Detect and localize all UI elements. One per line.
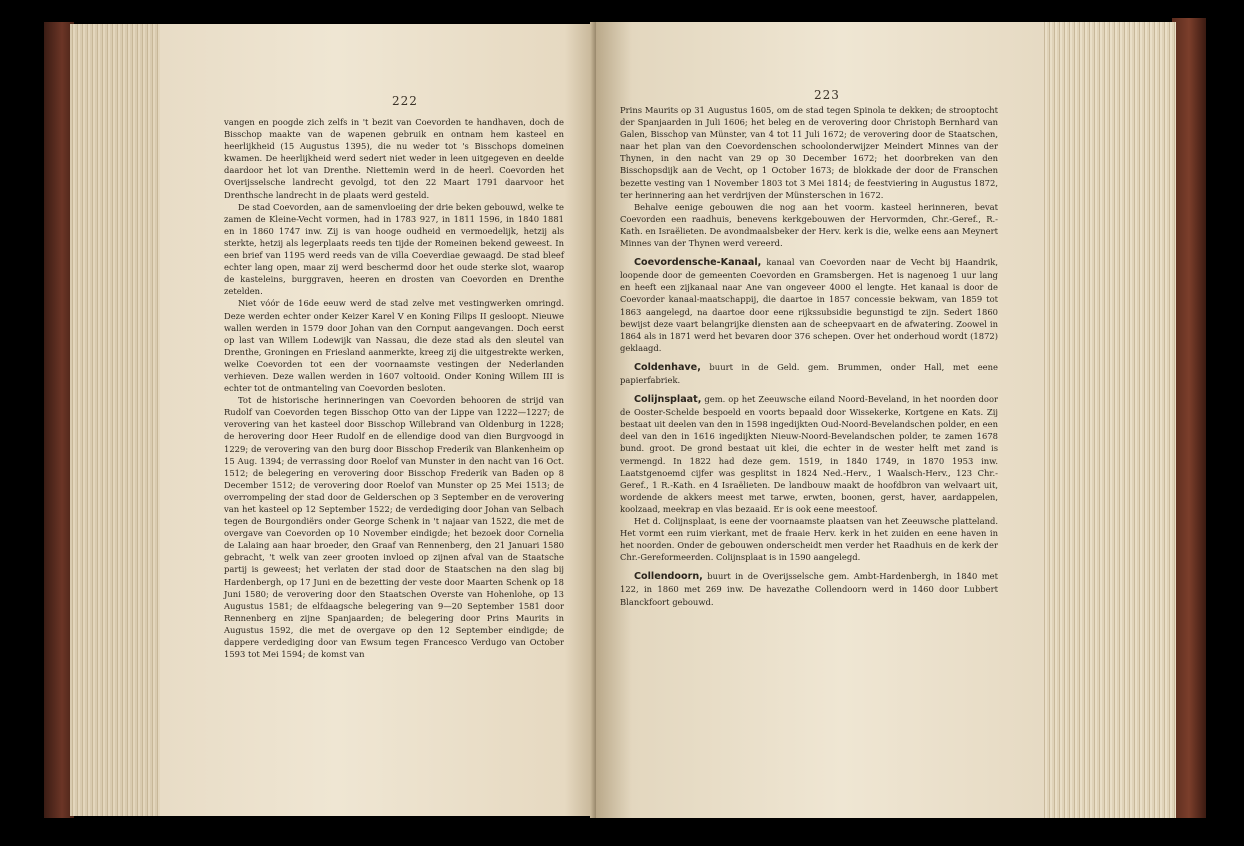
paragraph: Prins Maurits op 31 Augustus 1605, om de stad tegen Spinola te dekken; de strooptocht der Spanjaarden in Juli 1606; het beleg en de verovering door Christoph Bernhard van Galen, Bisschop van Münster, van 4 tot 11 Juli 1672; de verovering door de Staatschen, naar het plan van den Coevordenschen schoolonderwijzer Meindert Minnes van der Thynen, in den nacht van 29 op 30 December 1672; het doorbreken van den Bisschopsdijk aan de Vecht, op 1 October 1673; de blokkade der door de Franschen bezette vesting van 1 November 1803 tot 3 Mei 1814; de feestviering in Augustus 1872, ter herinnering aan het verdrijven der Münsterschen in 1672. [620, 105, 998, 200]
right-page [596, 22, 1044, 818]
dictionary-entry [620, 361, 998, 386]
entry-text: kanaal van Coevorden naar de Vecht bij Haandrik, loopende door de gemeenten Coevorden en Gramsbergen. Het is nagenoeg 1 uur lang en heeft een zijkanaal naar Ane van ongeveer 4000 el lengte. Het kanaal is door de Coevorder kanaal-maatschappij, die daartoe in 1857 concessie bekwam, van 1859 tot 1863 aangelegd, na daartoe door eene rijkssubsidie begunstigd te zijn. Sedert 1860 bewijst deze vaart belangrijke diensten aan de scheepvaart en de afwatering. Zoowel in 1864 als in 1871 werd het bevaren door 376 schepen. Over het onderhoud wordt (1872) geklaagd. [620, 257, 998, 353]
entry-keyword: Coevordensche-Kanaal, [634, 257, 762, 269]
entry-text: Het d. Colijnsplaat, is eene der voornaamste plaatsen van het Zeeuwsche platteland. Het vormt een ruim vierkant, met de fraaie Herv. kerk in het zuiden en eene haven in het noorden. Onder de gebouwen onderscheidt men verder het Raadhuis en de kerk der Chr.-Gereformeerden. Colijnsplaat is in 1590 aangelegd. [620, 516, 998, 563]
dictionary-entry [620, 570, 998, 607]
paragraph: vangen en poogde zich zelfs in 't bezit van Coevorden te handhaven, doch de Bisschop maakte van de wapenen gebruik en ontnam hem kasteel en heerlijkheid (15 Augustus 1395), die nu weder tot 's Bisschops domeinen kwamen. De heerlijkheid werd sedert niet weder in leen uitgegeven en deelde daardoor het lot van Drenthe. Niettemin werd in de heerl. Coevorden het Overijsselsche landrecht gevolgd, tot den 22 Maart 1791 daarvoor het Drenthsche landrecht in de plaats werd gesteld. [224, 117, 564, 200]
page-edges-right [1042, 22, 1176, 818]
entry-keyword: Collendoorn, [634, 571, 703, 583]
entry-keyword: Colijnsplaat, [634, 394, 702, 406]
page-number: 222 [392, 94, 418, 108]
paragraph: Behalve eenige gebouwen die nog aan het voorm. kasteel herinneren, bevat Coevorden een raadhuis, benevens kerkgebouwen der Hervormden, Chr.-Geref., R.-Kath. en Israëlieten. De avondmaalsbeker der Herv. kerk is die, welke eens aan Meynert Minnes van der Thynen werd vereerd. [620, 201, 998, 249]
entry-text: buurt in de Geld. gem. Brummen, onder Hall, met eene papierfabriek. [620, 361, 998, 385]
paragraph: Niet vóór de 16de eeuw werd de stad zelve met vestingwerken omringd. Deze werden echter onder Keizer Karel V en Koning Filips II gesloopt. Nieuwe wallen werden in 1579 door Johan van den Cornput aangevangen. Doch eerst op last van Willem Lodewijk van Nassau, die deze stad als den sleutel van Drenthe, Groningen en Friesland aanmerkte, kreeg zij die uitgestrekte werken, welke Coevorden tot een der voornaamste vestingen der Nederlanden verhieven. Deze wallen werden in 1607 voltooid. Onder Koning Willem III is echter tot de ontmanteling van Coevorden besloten. [224, 298, 564, 394]
entry-keyword: Coldenhave, [634, 361, 701, 373]
page-edges-left [70, 24, 162, 816]
paragraph: Tot de historische herinneringen van Coevorden behooren de strijd van Rudolf van Coevorden tegen Bisschop Otto van der Lippe van 1222—1227; de verovering van het kasteel door Bisschop Willebrand van Oldenburg in 1228; de herovering door Heer Rudolf en de ellendige dood van dien Burgvoogd in 1229; de verovering van den burg door Bisschop Frederik van Blankenheim op 15 Aug. 1394; de verrassing door Roelof van Munster in den nacht van 16 Oct. 1512; de belegering en verovering door Bisschop Frederik van Baden op 8 December 1512; de verovering door Roelof van Munster op 25 Mei 1513; de overrompeling der stad door de Gelderschen op 3 September en de verovering van het kasteel op 12 September 1522; de verdediging door Johan van Selbach tegen de Bourgondiërs onder George Schenk in 't najaar van 1522, die met de overgave van Coevorden op 10 November eindigde; het bezoek door Cornelia de Lalaing aan haar broeder, den Graaf van Rennenberg, den 21 Januari 1580 gebracht, 't welk van zeer grooten invloed op zijnen afval van de Staatsche partij is geweest; het verlaten der stad door de Staatschen na den slag bij Hardenbergh, op 17 Juni en de bezetting der veste door Maarten Schenk op 18 Juni 1580; de verovering door den Staatschen Overste van Hohenlohe, op 13 Augustus 1581; de elfdaagsche belegering van 9—20 September 1581 door Rennenberg en zijne Spanjaarden; de belegering door Prins Maurits in Augustus 1592, die met de overgave op den 12 September eindigde; de dappere verdediging door van Ewsum tegen Francesco Verdugo van October 1593 tot Mei 1594; de komst van [224, 395, 564, 660]
paragraph: De stad Coevorden, aan de samenvloeiing der drie beken gebouwd, welke te zamen de Kleine-Vecht vormen, had in 1783 927, in 1811 1596, in 1840 1881 en in 1860 1747 inw. Zij is van hooge oudheid en vermoedelijk, hetzij als sterkte, hetzij als legerplaats reeds ten tijde der Romeinen bekend geweest. In een brief van 1195 werd reeds van de villa Coeverdiae gewaagd. De stad bleef echter lang open, maar zij werd beschermd door het oude sterke slot, waarop de kasteleins, burggraven, heeren en drosten van Coevorden en Drenthe zetelden. [224, 201, 564, 297]
right-page-text [620, 104, 998, 608]
dictionary-entry [620, 256, 998, 354]
left-page [160, 24, 600, 816]
book-cover-right [1172, 18, 1206, 818]
entry-text: buurt in de Overijsselsche gem. Ambt-Hardenbergh, in 1840 met 122, in 1860 met 269 inw. De havezathe Collendoorn werd in 1460 door Lubbert Blanckfoort gebouwd. [620, 571, 998, 607]
page-number: 223 [814, 88, 840, 102]
left-page-text [224, 116, 564, 660]
dictionary-entry [620, 393, 998, 515]
paragraph [620, 515, 998, 563]
entry-text: gem. op het Zeeuwsche eiland Noord-Beveland, in het noorden door de Ooster-Schelde bespoeld en voorts bepaald door Wissekerke, Kortgene en Kats. Zij bestaat uit deelen van den in 1598 ingedijkten Oud-Noord-Bevelandschen polder, en een deel van den in 1616 ingedijkten Nieuw-Noord-Bevelandschen polder, te zamen 1678 bund. groot. De grond bestaat uit klei, die echter in de wester helft met zand is vermengd. In 1822 had deze gem. 1519, in 1840 1749, in 1870 1953 inw. Laatstgenoemd cijfer was gesplitst in 1824 Ned.-Herv., 1 Waalsch-Herv., 123 Chr.-Geref., 1 R.-Kath. en 4 Israëlieten. De landbouw maakt de hoofdbron van welvaart uit, wordende de akkers meest met tarwe, erwten, boonen, gerst, haver, aardappelen, koolzaad, meekrap en vlas bezaaid. Er is ook eene meestoof. [620, 394, 998, 514]
